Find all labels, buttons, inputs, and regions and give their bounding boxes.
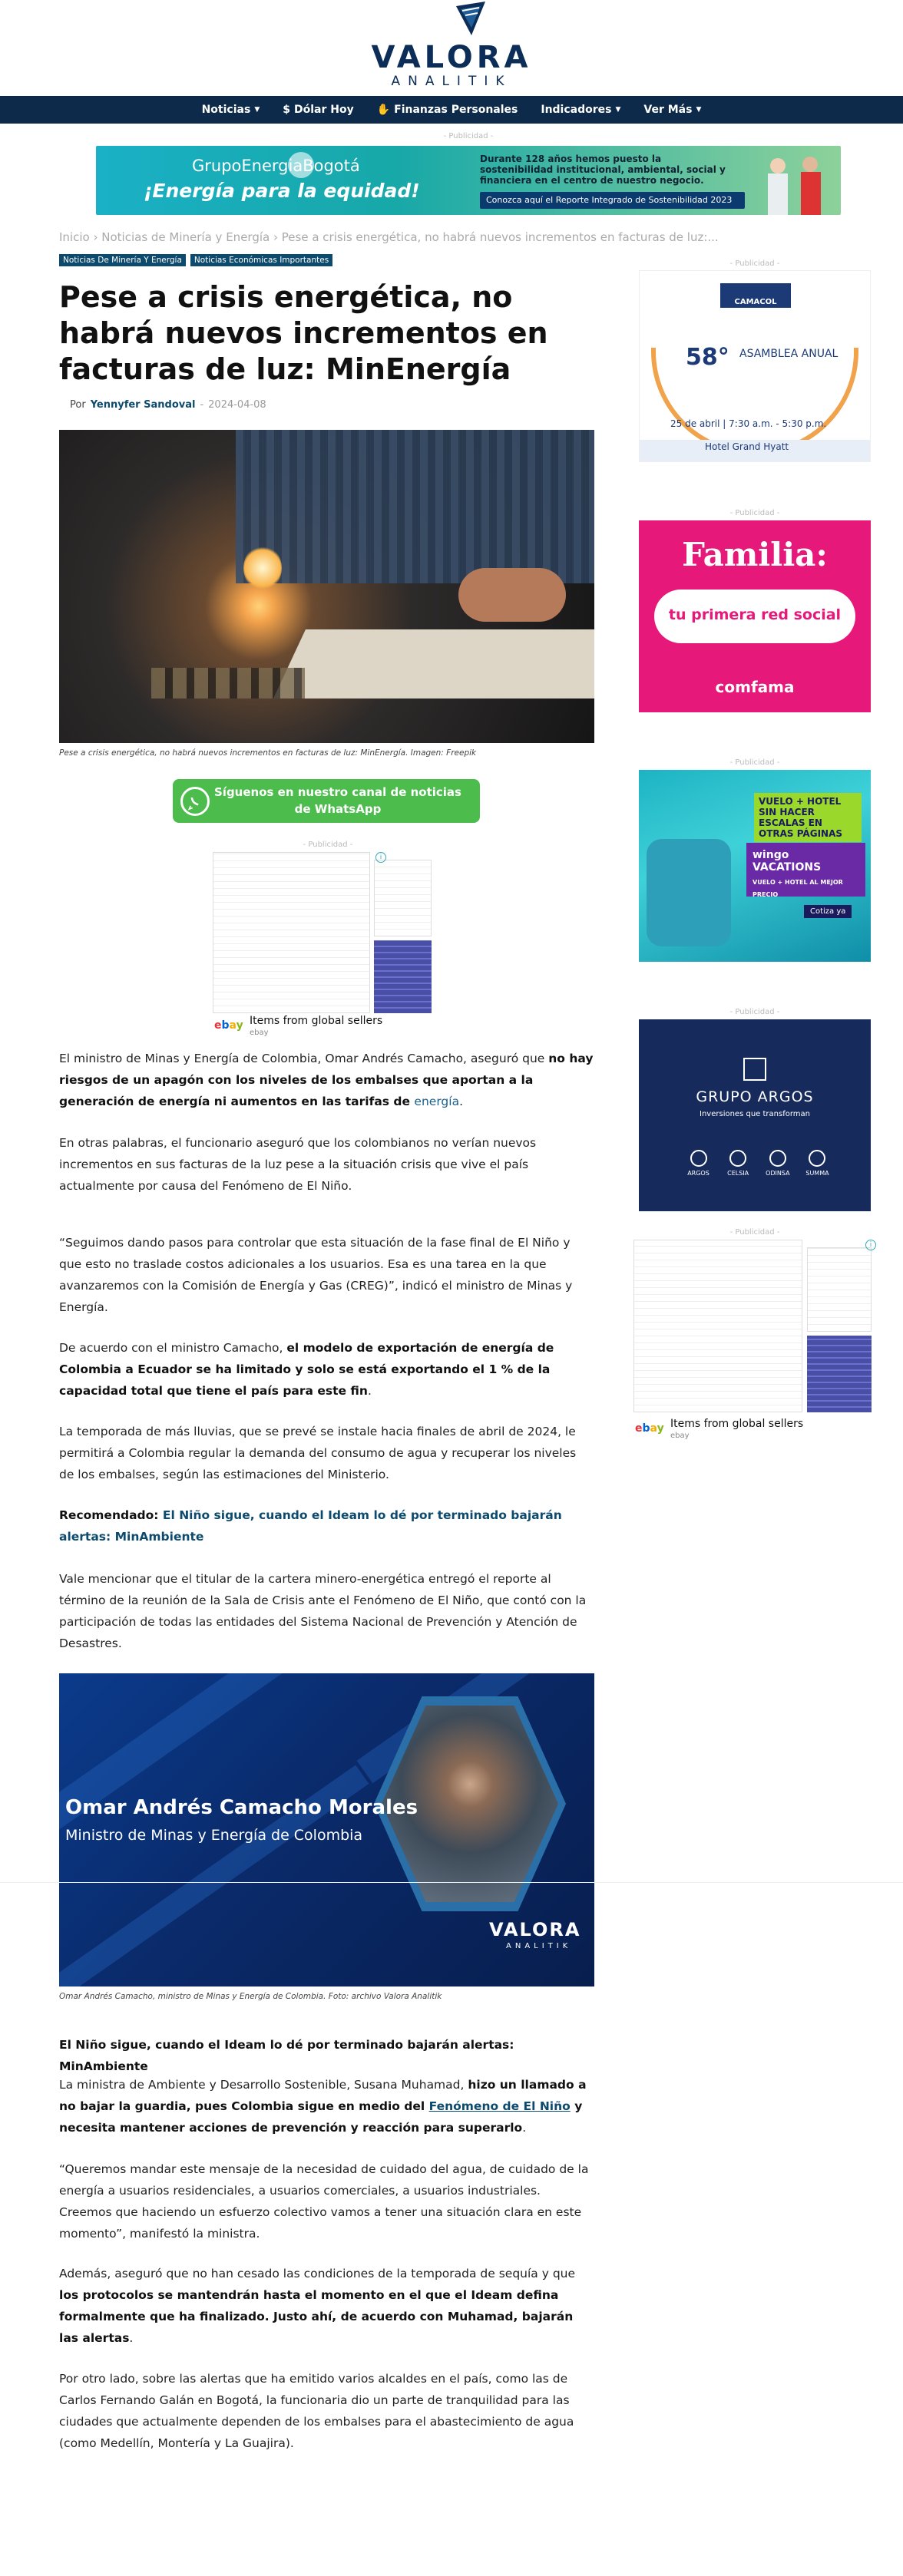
chevron-down-icon: ▼	[615, 106, 621, 114]
main-nav	[0, 96, 903, 124]
ad-label: - Publicidad -	[729, 509, 780, 517]
brand-label: SUMMA	[805, 1170, 829, 1177]
paragraph-bold: hizo un llamado a no bajar la guardia, pues Colombia sigue en medio del	[59, 2078, 587, 2113]
nav-finanzas[interactable]	[377, 104, 518, 116]
argos-brand	[760, 1150, 795, 1177]
adchoices-icon[interactable]: i	[375, 852, 386, 863]
ebay-product-image	[213, 852, 370, 1013]
decor-arc	[651, 348, 858, 455]
hero-coins	[151, 668, 305, 698]
inline-link[interactable]: energía	[414, 1095, 460, 1108]
ebay-ad-title: Items from global sellers	[670, 1418, 804, 1430]
minister-caption: Omar Andrés Camacho, ministro de Minas y Energía de Colombia. Foto: archivo Valora Analitik	[59, 1992, 442, 2001]
breadcrumb-item[interactable]: Inicio	[59, 230, 90, 244]
breadcrumb-sep: ›	[273, 230, 278, 244]
wingo-cta-button[interactable]: Cotiza ya	[804, 905, 852, 918]
adchoices-icon[interactable]: i	[865, 1240, 876, 1250]
ad-label: - Publicidad -	[729, 758, 780, 767]
comfama-sub: tu primera red social	[668, 606, 842, 623]
article-title: Pese a crisis energética, no habrá nuevos incrementos en facturas de luz: MinEnergía	[59, 280, 548, 386]
hero-book	[273, 629, 594, 698]
brand-icon	[690, 1150, 707, 1167]
paragraph	[59, 1337, 594, 1402]
camacol-date: 25 de abril | 7:30 a.m. - 5:30 p.m.	[670, 418, 827, 429]
brand-label: ODINSA	[766, 1170, 790, 1177]
chevron-down-icon: ▼	[696, 106, 702, 114]
minister-name: Omar Andrés Camacho Morales	[65, 1796, 418, 1819]
ebay-logo: ebay	[214, 1019, 243, 1032]
wingo-ad[interactable]	[639, 770, 871, 962]
minister-role: Ministro de Minas y Energía de Colombia	[65, 1827, 363, 1844]
nav-indicadores[interactable]	[541, 104, 620, 116]
paragraph: “Seguimos dando pasos para controlar que esta situación de la fase final de El Niño y que esto no traslade costos adicionales a los usuarios. Esa es una tarea en la que avanzaremos con la Comisión de Energía y Gas (CREG)”, indicó el ministro de Minas y Energía.	[59, 1236, 573, 1314]
ebay-ad[interactable]	[213, 852, 443, 1040]
paragraph-text: .	[367, 1384, 372, 1398]
nav-label: Dólar Hoy	[293, 104, 354, 116]
category-tags	[59, 254, 332, 266]
camacol-number: 58°	[686, 344, 729, 371]
recommended-label: Recomendado:	[59, 1508, 163, 1522]
paragraph: Vale mencionar que el titular de la cartera minero-energética entregó el reporte al término de la reunión de la Sala de Crisis ante el Fenómeno de El Niño, que contó con la participación de todas las entidades del Sistema Nacional de Prevención y Atención de Desastres.	[59, 1572, 587, 1650]
grupo-argos-ad[interactable]	[639, 1019, 871, 1211]
brand-label: ARGOS	[687, 1170, 710, 1177]
hero-hand	[458, 568, 566, 622]
breadcrumb-sep: ›	[93, 230, 98, 244]
ad-cta-button[interactable]: Conozca aquí el Reporte Integrado de Sostenibilidad 2023	[480, 192, 745, 209]
paragraph: Por otro lado, sobre las alertas que ha emitido varios alcaldes en el país, como las de Carlos Fernando Galán en Bogotá, la funcionaria dio un parte de tranquilidad para las ciudades que actualmente dependen de los embalses para el abastecimiento de agua (como Medellín, Montería y La Guajira).	[59, 2372, 574, 2450]
ebay-logo: ebay	[635, 1422, 664, 1435]
nav-label: Indicadores	[541, 104, 612, 116]
breadcrumb-item[interactable]: Noticias de Minería y Energía	[101, 230, 270, 244]
whatsapp-label: Síguenos en nuestro canal de noticias de WhatsApp	[214, 785, 461, 816]
publish-date: 2024-04-08	[208, 399, 266, 411]
byline	[70, 399, 266, 411]
paragraph	[59, 2074, 594, 2138]
ad-text: Durante 128 años hemos puesto la sostenibilidad institucional, ambiental, social y financiera en el centro de nuestro negocio.	[480, 154, 726, 186]
paragraph-bold: el modelo de exportación de energía de Colombia a Ecuador se ha limitado y solo se está exportando el 1 % de la capacidad total que tiene el país para este fin	[59, 1341, 554, 1398]
image-logo: VALORA	[489, 1919, 581, 1940]
ebay-ad-sidebar[interactable]	[633, 1240, 879, 1443]
wingo-logo-sub: VUELO + HOTEL AL MEJOR PRECIO	[752, 879, 843, 898]
inline-link[interactable]: Fenómeno de El Niño	[428, 2099, 571, 2113]
site-logo-sub: ANALITIK	[391, 74, 512, 89]
ad-label: - Publicidad -	[729, 1008, 780, 1016]
wingo-logo	[746, 843, 865, 897]
recommended	[59, 1504, 594, 1547]
breadcrumb-current: Pese a crisis energética, no habrá nuevos incrementos en facturas de luz:...	[281, 230, 719, 244]
ebay-product-image	[374, 860, 432, 936]
paragraph: En otras palabras, el funcionario aseguró que los colombianos no verían nuevos incrementos en sus facturas de la luz pese a la situación crisis que vive el país actualmente por causa del Fenómeno de El Niño.	[59, 1136, 537, 1193]
comfama-title: Familia:	[682, 536, 828, 573]
paragraph-text: .	[129, 2331, 134, 2345]
paragraph-text: La ministra de Ambiente y Desarrollo Sostenible, Susana Muhamad,	[59, 2078, 468, 2092]
ebay-ad-sub: ebay	[670, 1432, 690, 1440]
hero-shirt	[236, 430, 594, 583]
top-banner-ad[interactable]	[96, 146, 841, 215]
ebay-product-image	[633, 1240, 802, 1412]
hero-image	[59, 430, 594, 743]
ebay-ad-sub: ebay	[250, 1029, 269, 1037]
comfama-logo: comfama	[715, 678, 795, 696]
comfama-ad[interactable]	[639, 520, 871, 712]
brand-icon	[729, 1150, 746, 1167]
ebay-product-image	[807, 1336, 872, 1412]
hand-icon: ✋	[376, 104, 391, 116]
category-tag[interactable]: Noticias Económicas Importantes	[190, 254, 332, 266]
image-logo-sub: ANALITIK	[506, 1942, 572, 1950]
divider	[0, 1882, 903, 1883]
recommended-link[interactable]: El Niño sigue, cuando el Ideam lo dé por terminado bajarán alertas: MinAmbiente	[59, 1508, 562, 1544]
wingo-text: VUELO + HOTEL SIN HACER ESCALAS EN OTRAS PÁGINAS	[754, 793, 862, 842]
byline-dash: -	[200, 399, 204, 411]
people-illustration	[756, 152, 833, 215]
argos-brand	[721, 1150, 756, 1177]
hero-caption: Pese a crisis energética, no habrá nuevos incrementos en facturas de luz: MinEnergía. Imagen: Freepik	[59, 748, 477, 758]
camacol-place: Hotel Grand Hyatt	[705, 441, 789, 452]
camacol-logo: CAMACOL	[720, 283, 791, 308]
minister-image	[59, 1673, 594, 1986]
argos-brand	[800, 1150, 835, 1177]
logo-mark-icon	[453, 2, 488, 37]
ad-label: - Publicidad -	[729, 259, 780, 268]
wingo-logo-title: wingo VACATIONS	[752, 849, 822, 874]
paragraph	[59, 1048, 594, 1112]
brand-icon	[769, 1150, 786, 1167]
ad-label: - Publicidad -	[303, 841, 353, 849]
dollar-icon: $	[283, 104, 290, 116]
site-header	[0, 0, 903, 96]
nav-label: Finanzas Personales	[394, 104, 518, 116]
paragraph: “Queremos mandar este mensaje de la necesidad de cuidado del agua, de cuidado de la energía a usuarios residenciales, a usuarios comerciales, a usuarios industriales. Creemos que haciendo un esfuerzo colectivo vamos a tener una situación clara en este momento”, manifestó la ministra.	[59, 2162, 589, 2241]
brand-label: CELSIA	[727, 1170, 749, 1177]
paragraph: La temporada de más lluvias, que se prevé se instale hacia finales de abril de 2024, le permitirá a Colombia regular la demanda del consumo de agua y recuperar los niveles de los embalses, según las estimaciones del Ministerio.	[59, 1425, 577, 1481]
ad-brand: GrupoEnergiaBogotá	[192, 157, 360, 175]
ebay-product-image	[374, 940, 432, 1013]
subheading: El Niño sigue, cuando el Ideam lo dé por terminado bajarán alertas: MinAmbiente	[59, 2038, 514, 2073]
paragraph-text: .	[459, 1095, 463, 1108]
camacol-ad[interactable]	[639, 270, 871, 462]
paragraph-bold: no hay riesgos de un apagón con los niveles de los embalses que aportan a la generación de energía ni aumentos en las tarifas de	[59, 1052, 594, 1108]
hero-lightbulb	[243, 545, 282, 591]
nav-label: Noticias	[201, 104, 251, 116]
chevron-down-icon: ▼	[254, 106, 260, 114]
ad-label: - Publicidad -	[729, 1228, 780, 1237]
whatsapp-channel-button[interactable]	[173, 779, 480, 823]
paragraph	[59, 2263, 594, 2349]
paragraph-text: El ministro de Minas y Energía de Colombia, Omar Andrés Camacho, aseguró que	[59, 1052, 549, 1065]
pool-image	[647, 839, 731, 946]
nav-ver-mas[interactable]	[643, 104, 701, 116]
argos-logo-icon	[743, 1058, 766, 1081]
author-link[interactable]: Yennyfer Sandoval	[90, 399, 196, 411]
breadcrumb	[59, 230, 719, 244]
ebay-ad-title: Items from global sellers	[250, 1015, 383, 1027]
nav-dolar-hoy[interactable]	[283, 104, 353, 116]
nav-noticias[interactable]	[202, 104, 260, 116]
argos-title: GRUPO ARGOS	[696, 1088, 814, 1105]
ebay-product-image	[807, 1247, 872, 1332]
category-tag[interactable]: Noticias De Minería Y Energía	[59, 254, 186, 266]
paragraph-bold: y necesita mantener acciones de prevención y reacción para superarlo	[59, 2099, 583, 2135]
whatsapp-icon	[180, 787, 210, 816]
site-logo[interactable]: VALORA	[371, 40, 532, 75]
paragraph-text: De acuerdo con el ministro Camacho,	[59, 1341, 287, 1355]
ad-label: - Publicidad -	[443, 132, 494, 140]
argos-brand	[681, 1150, 716, 1177]
paragraph-text: .	[522, 2121, 527, 2135]
ad-slogan: ¡Energía para la equidad!	[144, 180, 420, 202]
byline-by: Por	[70, 399, 86, 411]
argos-brands	[681, 1150, 835, 1177]
nav-label: Ver Más	[643, 104, 693, 116]
paragraph-bold: los protocolos se mantendrán hasta el momento en el que el Ideam defina formalmente que ha finalizado. Justo ahí, de acuerdo con Muhamad, bajarán las alertas	[59, 2288, 574, 2345]
paragraph-text: Además, aseguró que no han cesado las condiciones de la temporada de sequía y que	[59, 2267, 576, 2280]
argos-sub: Inversiones que transforman	[700, 1110, 810, 1118]
camacol-event: ASAMBLEA ANUAL	[739, 348, 838, 360]
brand-icon	[809, 1150, 825, 1167]
